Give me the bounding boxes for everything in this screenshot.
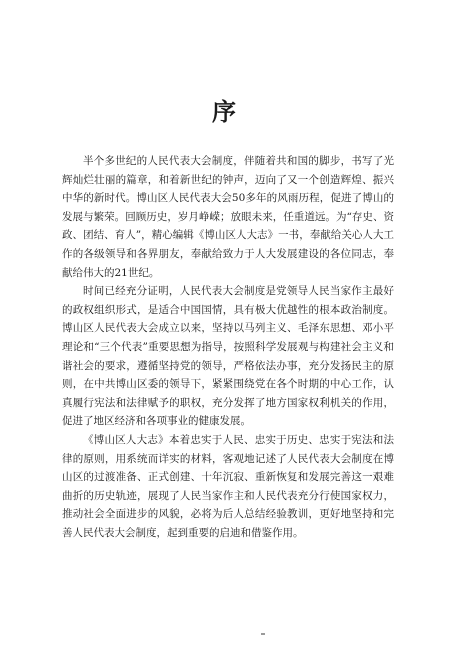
page-title: 序 <box>212 97 238 126</box>
preface-body <box>62 152 394 542</box>
paragraph-1: 半个多世纪的人民代表大会制度，伴随着共和国的脚步，书写了光辉灿烂壮丽的篇章，和着新世纪的钟声，迈向了又一个创造辉煌、振兴中华的新时代。博山区人民代表大会50多年的风雨历程，促进了博山的发展与繁荣。回顾历史，岁月峥嵘；放眼未来，任重道远。为“存史、资政、团结、育人”，精心编辑《博山区人大志》一书，奉献给关心人大工作的各级领导和各界朋友，奉献给致力于人大发展建设的各位同志，奉献给伟大的21世纪。 <box>62 155 394 279</box>
paragraph-2: 时间已经充分证明，人民代表大会制度是党领导人民当家作主最好的政权组织形式，是适合中国国情，具有极大优越性的根本政治制度。博山区人民代表大会成立以来，坚持以马列主义、毛泽东思想、邓小平理论和“三个代表”重要思想为指导，按照科学发展观与构建社会主义和谐社会的要求，遵循坚持党的领导，严格依法办事，充分发扬民主的原则，在中共博山区委的领导下，紧紧围绕党在各个时期的中心工作，认真履行宪法和法律赋予的职权，充分发挥了地方国家权利机关的作用，促进了地区经济和各项事业的健康发展。 <box>62 285 394 428</box>
paragraph-3: 《博山区人大志》本着忠实于人民、忠实于历史、忠实于宪法和法律的原则，用系统而详实的材料，客观地记述了人民代表大会制度在博山区的过渡准备、正式创建、十年沉寂、重新恢复和发展完善这一艰难曲折的历史轨迹，展现了人民当家作主和人民代表充分行使国家权力，推动社会全面进步的风貌，必将为后人总结经验教训，更好地坚持和完善人民代表大会制度，起到重要的启迪和借鉴作用。 <box>62 433 394 539</box>
page-mark <box>261 633 265 635</box>
